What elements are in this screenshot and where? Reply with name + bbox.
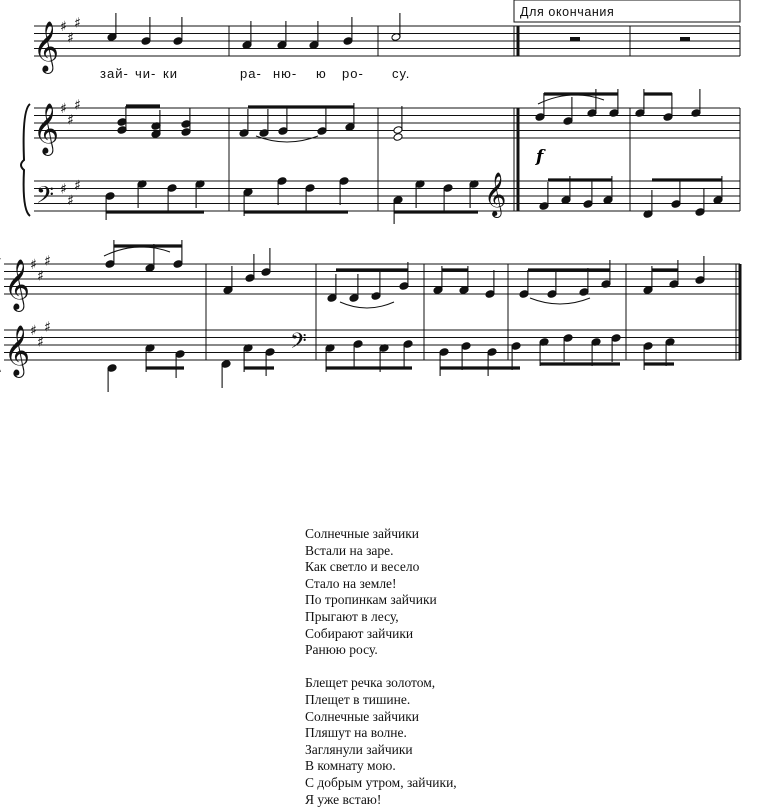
poem-line: Заглянули зайчики xyxy=(305,741,413,757)
whole-rest xyxy=(570,37,580,41)
slur xyxy=(256,136,318,142)
poem-line: Я уже встаю! xyxy=(305,791,382,807)
lyric-syllable: чи- xyxy=(135,66,157,81)
svg-text:♯: ♯ xyxy=(44,319,51,336)
svg-text:♯: ♯ xyxy=(44,253,51,270)
bass-clef-icon: 𝄢 xyxy=(290,329,307,359)
svg-text:♯: ♯ xyxy=(30,257,37,273)
poem-line: По тропинкам зайчики xyxy=(305,592,437,608)
stanza-1 xyxy=(305,526,457,659)
poem xyxy=(305,526,457,808)
lyric-syllable: ню- xyxy=(273,66,298,81)
poem-line: Пляшут на волне. xyxy=(305,725,407,741)
slur xyxy=(538,95,604,104)
piano-bass-staff xyxy=(4,330,740,360)
poem-line: Плещет в тишине. xyxy=(305,691,411,707)
key-signature xyxy=(60,97,81,128)
ending-label: Для окончания xyxy=(520,5,615,19)
brace-icon xyxy=(21,104,30,216)
treble-clef-icon: 𝄞 xyxy=(33,103,60,154)
poem-line: Блещет речка золотом, xyxy=(305,675,436,691)
piano-treble-staff xyxy=(34,108,740,138)
key-signature xyxy=(30,319,51,350)
poem-line: В комнату мою. xyxy=(305,758,396,774)
poem-line: Прыгают в лесу, xyxy=(305,608,399,624)
sheet-music xyxy=(0,0,768,400)
key-signature xyxy=(60,178,81,209)
treble-clef-icon: 𝄞 xyxy=(4,325,31,376)
svg-text:♯: ♯ xyxy=(74,15,81,32)
whole-rest xyxy=(680,37,690,41)
poem-line: С добрым утром, зайчики, xyxy=(305,774,457,790)
svg-text:♯: ♯ xyxy=(60,19,67,35)
svg-text:♯: ♯ xyxy=(37,334,44,351)
poem-line: Встали на заре. xyxy=(305,542,394,558)
poem-line: Солнечные зайчики xyxy=(305,708,419,724)
slur xyxy=(340,302,394,308)
key-signature xyxy=(60,15,81,46)
poem-line: Стало на земле! xyxy=(305,575,397,591)
svg-text:♯: ♯ xyxy=(74,177,81,194)
note-head xyxy=(393,133,403,142)
lyric-syllable: ки xyxy=(163,66,178,81)
svg-text:♯: ♯ xyxy=(60,101,67,117)
svg-text:♯: ♯ xyxy=(60,181,67,198)
poem-line: Ранюю росу. xyxy=(305,642,378,658)
svg-text:♯: ♯ xyxy=(74,97,81,114)
lyric-syllable: ро- xyxy=(342,66,364,81)
svg-text:♯: ♯ xyxy=(67,112,74,129)
dynamic-marking: f xyxy=(536,147,544,167)
treble-clef-icon: 𝄞 xyxy=(33,21,60,72)
lyric-syllable: зай- xyxy=(100,66,129,81)
slur xyxy=(530,298,590,304)
poem-line: Как светло и весело xyxy=(305,559,420,575)
key-signature xyxy=(30,253,51,284)
bass-clef-icon: 𝄢 xyxy=(36,181,55,214)
treble-clef-icon: 𝄞 xyxy=(484,172,507,216)
treble-clef-icon: 𝄞 xyxy=(4,259,31,310)
voice-staff xyxy=(34,26,740,56)
stanza-2 xyxy=(305,675,457,808)
lyric-syllable: ра- xyxy=(240,66,262,81)
svg-text:♯: ♯ xyxy=(67,30,74,47)
svg-text:♯: ♯ xyxy=(67,192,74,209)
lyric-syllable: су. xyxy=(392,66,411,81)
lyric-syllable: ю xyxy=(316,66,327,81)
poem-line: Собирают зайчики xyxy=(305,625,414,641)
poem-line: Солнечные зайчики xyxy=(305,526,419,541)
svg-text:♯: ♯ xyxy=(37,268,44,285)
svg-text:♯: ♯ xyxy=(30,323,37,339)
